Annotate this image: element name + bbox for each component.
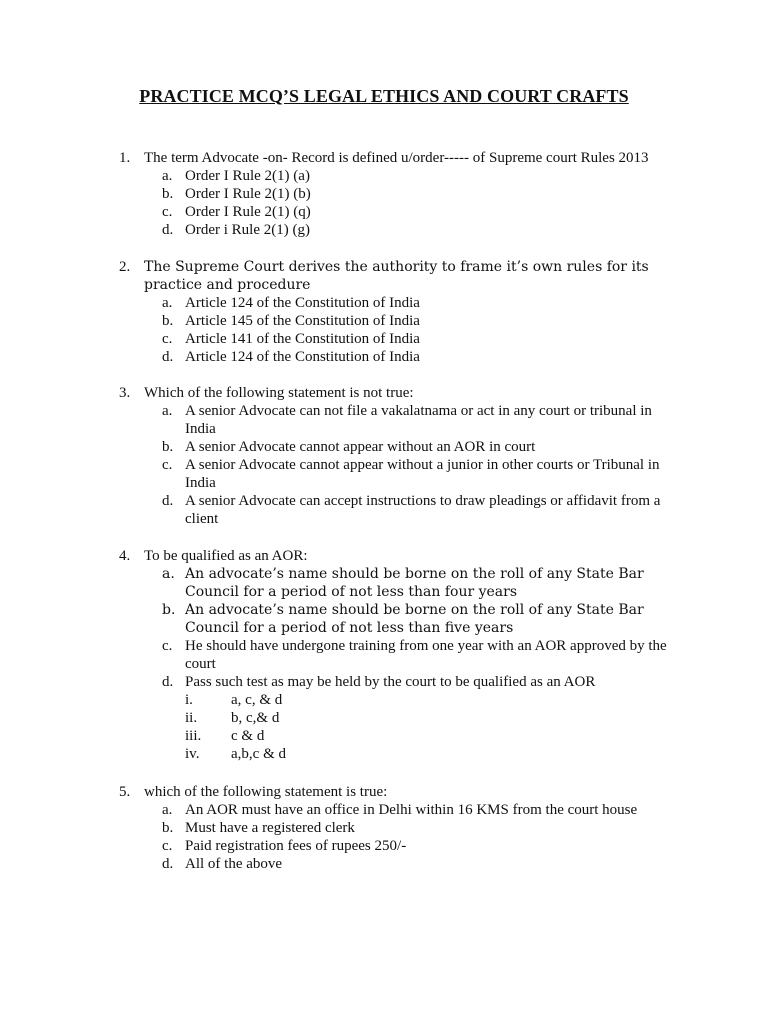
sub-option-text: a,b,c & d	[231, 746, 286, 762]
option-b	[119, 601, 679, 637]
option-text: All of the above	[185, 856, 283, 872]
option-letter: c.	[162, 331, 173, 347]
option-text: Article 141 of the Constitution of India	[185, 331, 420, 347]
option-letter: b.	[162, 820, 174, 836]
question-text: Which of the following statement is not true:	[144, 385, 414, 401]
option-letter: d.	[162, 493, 174, 509]
sub-option-i	[119, 691, 679, 709]
option-list	[119, 565, 679, 763]
option-a	[119, 801, 679, 819]
option-list	[119, 801, 679, 873]
option-b	[119, 312, 679, 330]
option-text: A senior Advocate can accept instructions to draw pleadings or affidavit from a client	[185, 493, 661, 527]
option-text: A senior Advocate cannot appear without an AOR in court	[185, 439, 536, 455]
sub-option-numeral: i.	[185, 692, 193, 708]
option-list	[119, 402, 679, 528]
question-text: To be qualified as an AOR:	[144, 548, 308, 564]
question-1	[119, 149, 679, 239]
sub-option-ii	[119, 709, 679, 727]
option-letter: d.	[162, 349, 174, 365]
option-b	[119, 438, 679, 456]
option-text: Order I Rule 2(1) (b)	[185, 186, 311, 202]
option-text: Pass such test as may be held by the court to be qualified as an AOR	[185, 674, 596, 690]
sub-option-iii	[119, 727, 679, 745]
option-c	[119, 203, 679, 221]
question-number: 1.	[119, 150, 131, 166]
option-text: Order I Rule 2(1) (q)	[185, 204, 311, 220]
option-letter: a.	[162, 566, 175, 582]
question-2	[119, 258, 679, 366]
sub-option-iv	[119, 745, 679, 763]
option-letter: a.	[162, 403, 173, 419]
option-letter: a.	[162, 802, 173, 818]
option-letter: a.	[162, 295, 173, 311]
question-text: which of the following statement is true:	[144, 784, 388, 800]
option-d	[119, 855, 679, 873]
question-text: The Supreme Court derives the authority to frame it’s own rules for its practice and procedure	[144, 259, 649, 293]
option-letter: c.	[162, 638, 173, 654]
option-letter: c.	[162, 457, 173, 473]
option-text: An advocate’s name should be borne on the roll of any State Bar Council for a period of not less than five years	[185, 602, 644, 636]
option-text: Article 145 of the Constitution of India	[185, 313, 420, 329]
option-text: Must have a registered clerk	[185, 820, 355, 836]
sub-option-numeral: iii.	[185, 728, 202, 744]
option-d	[119, 221, 679, 239]
option-text: An advocate’s name should be borne on the roll of any State Bar Council for a period of not less than four years	[185, 566, 644, 600]
option-c	[119, 456, 679, 492]
option-letter: c.	[162, 838, 173, 854]
option-letter: d.	[162, 674, 174, 690]
option-letter: b.	[162, 313, 174, 329]
question-4	[119, 547, 679, 763]
option-b	[119, 819, 679, 837]
option-a	[119, 565, 679, 601]
question-3	[119, 384, 679, 528]
question-number: 5.	[119, 784, 131, 800]
option-text: Order i Rule 2(1) (g)	[185, 222, 310, 238]
option-d	[119, 348, 679, 366]
option-list	[119, 167, 679, 239]
page-title: PRACTICE MCQ’S LEGAL ETHICS AND COURT CRAFTS	[139, 86, 629, 106]
sub-option-text: b, c,& d	[231, 710, 280, 726]
option-d	[119, 492, 679, 528]
option-letter: b.	[162, 602, 176, 618]
question-number: 4.	[119, 548, 131, 564]
option-text: He should have undergone training from one year with an AOR approved by the court	[185, 638, 667, 672]
option-c	[119, 637, 679, 673]
option-letter: d.	[162, 856, 174, 872]
option-text: Paid registration fees of rupees 250/-	[185, 838, 407, 854]
option-letter: a.	[162, 168, 173, 184]
question-number: 3.	[119, 385, 131, 401]
option-text: A senior Advocate cannot appear without a junior in other courts or Tribunal in India	[185, 457, 660, 491]
option-text: Order I Rule 2(1) (a)	[185, 168, 310, 184]
option-list	[119, 294, 679, 366]
option-letter: b.	[162, 439, 174, 455]
option-letter: d.	[162, 222, 174, 238]
option-b	[119, 185, 679, 203]
option-c	[119, 837, 679, 855]
sub-option-text: a, c, & d	[231, 692, 283, 708]
option-letter: b.	[162, 186, 174, 202]
option-text: An AOR must have an office in Delhi within 16 KMS from the court house	[185, 802, 638, 818]
sub-option-numeral: iv.	[185, 746, 200, 762]
option-d	[119, 673, 679, 691]
option-text: Article 124 of the Constitution of India	[185, 349, 420, 365]
option-text: Article 124 of the Constitution of India	[185, 295, 420, 311]
option-c	[119, 330, 679, 348]
sub-option-numeral: ii.	[185, 710, 198, 726]
question-5	[119, 783, 679, 873]
option-text: A senior Advocate can not file a vakalatnama or act in any court or tribunal in India	[185, 403, 652, 437]
option-a	[119, 402, 679, 438]
sub-option-text: c & d	[231, 728, 265, 744]
question-number: 2.	[119, 259, 131, 275]
option-a	[119, 167, 679, 185]
option-letter: c.	[162, 204, 173, 220]
option-a	[119, 294, 679, 312]
question-text: The term Advocate -on- Record is defined u/order----- of Supreme court Rules 2013	[144, 150, 649, 166]
